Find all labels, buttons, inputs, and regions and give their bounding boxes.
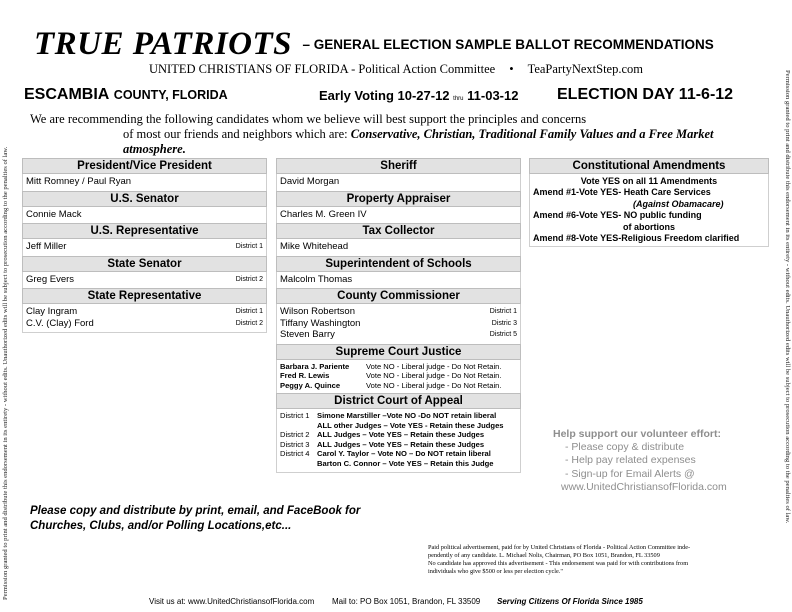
section-title: President/Vice President [22, 158, 267, 174]
org-name: UNITED CHRISTIANS OF FLORIDA - Political Action Committee [149, 62, 496, 76]
section-title: Supreme Court Justice [276, 344, 521, 360]
early-voting [319, 88, 518, 103]
intro-line1: We are recommending the following candidates whom we believe will best support the principles and concerns [30, 112, 587, 126]
side-permission-left: Permission granted to print and distribute this endorsement in its entirety - without edits. Unauthorized edits will be subject to prosecution according to the penalties of law. [2, 146, 9, 600]
section-title: Tax Collector [276, 223, 521, 239]
section-title: Property Appraiser [276, 191, 521, 207]
candidate-row: Charles M. Green IV [280, 208, 367, 220]
appeal-row: District 3 ALL Judges – Vote YES – Retain these Judges [280, 439, 485, 449]
early-voting-label: Early Voting 10-27-12 [319, 88, 450, 103]
section-title: County Commissioner [276, 288, 521, 304]
support-item: - Sign-up for Email Alerts @ [565, 467, 695, 480]
section-body [276, 207, 521, 224]
county-name: ESCAMBIA [24, 86, 110, 103]
candidate-row: Connie Mack [26, 208, 82, 220]
disclaimer: Paid political advertisement, paid for by United Christians of Florida - Political Action Committee inde- pendently of any candidate. L. Michael Nolis, Chairman, PO Box 1051, Brandon, FL 33509 No candidate has approved this advertisement - This endorsement was paid for with contributions from individuals who give $500 or less per election cycle." [428, 544, 691, 575]
section-body [22, 304, 267, 333]
title-subtitle: – GENERAL ELECTION SAMPLE BALLOT RECOMMENDATIONS [302, 37, 714, 52]
section-body [276, 174, 521, 191]
section-title: Superintendent of Schools [276, 256, 521, 272]
amend-line: Vote YES on all 11 Amendments [580, 176, 718, 186]
early-voting-thru: thru [453, 96, 464, 102]
county-title [24, 86, 228, 104]
amend-line: Amend #6-Vote YES- NO public funding [533, 210, 702, 221]
section-body [276, 239, 521, 256]
amend-line: of abortions [623, 221, 675, 232]
org-line [0, 62, 792, 77]
appeal-row: District 1 Simone Marstiller –Vote NO -Do NOT retain liberal [280, 411, 497, 420]
bullet-icon: • [509, 62, 514, 76]
section-body [22, 207, 267, 224]
section-body [22, 174, 267, 191]
appeal-row: Barton C. Connor – Vote YES – Retain this Judge [317, 458, 494, 468]
election-day: ELECTION DAY 11-6-12 [557, 86, 734, 103]
section-body [22, 239, 267, 256]
candidate-row: Steven Barry District 5 [280, 329, 517, 340]
candidate-row: Clay Ingram District 1 [26, 306, 263, 317]
section-body [22, 272, 267, 289]
candidate-row: Wilson Robertson District 1 [280, 306, 517, 317]
appeal-row: District 2 ALL Judges – Vote YES – Retain these Judges [280, 430, 485, 440]
section-title: District Court of Appeal [276, 393, 521, 409]
footer [0, 597, 792, 609]
footer-visit-link[interactable]: Visit us at: www.UnitedChristiansofFlorida.com [149, 597, 315, 606]
candidate-row: Tiffany Washington Distric 3 [280, 317, 517, 329]
section-title: Sheriff [276, 158, 521, 174]
candidate-row: Jeff Miller District 1 [26, 241, 263, 252]
section-title: Constitutional Amendments [529, 158, 769, 174]
appeal-row: District 4 Carol Y. Taylor – Vote NO – Do NOT retain liberal [280, 449, 491, 459]
intro-text [30, 112, 770, 157]
amend-line: Amend #1-Vote YES- Heath Care Services [533, 187, 711, 198]
justice-row: Fred R. Lewis Vote NO - Liberal judge - Do Not Retain. [280, 371, 502, 380]
section-body [276, 409, 521, 473]
appeal-row: ALL other Judges – Vote YES - Retain these Judges [317, 420, 504, 430]
county-line [24, 86, 774, 106]
section-title: U.S. Representative [22, 223, 267, 239]
column-federal-state [22, 158, 267, 333]
support-link[interactable]: www.UnitedChristiansofFlorida.com [561, 480, 727, 493]
support-item: - Help pay related expenses [565, 454, 696, 467]
section-title: State Representative [22, 288, 267, 304]
intro-line2: of most our friends and neighbors which are: Conservative, Christian, Traditional Family Values and a Free Market atmosphere. [123, 127, 714, 156]
section-title: U.S. Senator [22, 191, 267, 207]
column-amendments [529, 158, 769, 247]
justice-row: Peggy A. Quince Vote NO - Liberal judge - Do Not Retain. [280, 380, 502, 390]
support-heading: Help support our volunteer effort: [553, 428, 721, 440]
section-body [276, 272, 521, 289]
side-permission-right: Permission granted to print and distribute this endorsement in its entirety - without edits. Unauthorized edits will be subject to prosecution according to the penalties of law. [784, 70, 791, 524]
justice-row: Barbara J. Pariente Vote NO - Liberal judge - Do Not Retain. [280, 361, 502, 371]
amend-line: Amend #8-Vote YES-Religious Freedom clarified [533, 233, 740, 244]
candidate-row: Mike Whitehead [280, 241, 349, 252]
section-body [276, 360, 521, 394]
intro-values: Conservative, Christian, Traditional Family Values and a Free Market atmosphere. [123, 127, 714, 156]
column-local [276, 158, 521, 473]
copy-note: Please copy and distribute by print, email, and FaceBook for Churches, Clubs, and/or Polling Locations,etc... [30, 505, 361, 532]
candidate-row: Mitt Romney / Paul Ryan [26, 176, 132, 187]
amend-line: (Against Obamacare) [633, 198, 724, 209]
section-body [276, 304, 521, 344]
title-main: TRUE PATRIOTS [34, 26, 293, 62]
county-suffix: COUNTY, FLORIDA [113, 88, 228, 102]
candidate-row: Greg Evers District 2 [26, 273, 263, 285]
candidate-row: Malcolm Thomas [280, 273, 353, 285]
candidate-row: David Morgan [280, 176, 340, 187]
support-item: - Please copy & distribute [565, 441, 685, 454]
early-voting-end: 11-03-12 [467, 88, 519, 103]
footer-tagline: Serving Citizens Of Florida Since 1985 [497, 597, 643, 606]
amendments-body [529, 174, 769, 247]
support-block [545, 428, 760, 494]
org-site: TeaPartyNextStep.com [527, 62, 643, 76]
footer-mail: Mail to: PO Box 1051, Brandon, FL 33509 [332, 597, 481, 606]
page-title [34, 26, 714, 63]
candidate-row: C.V. (Clay) Ford District 2 [26, 317, 263, 329]
section-title: State Senator [22, 256, 267, 272]
